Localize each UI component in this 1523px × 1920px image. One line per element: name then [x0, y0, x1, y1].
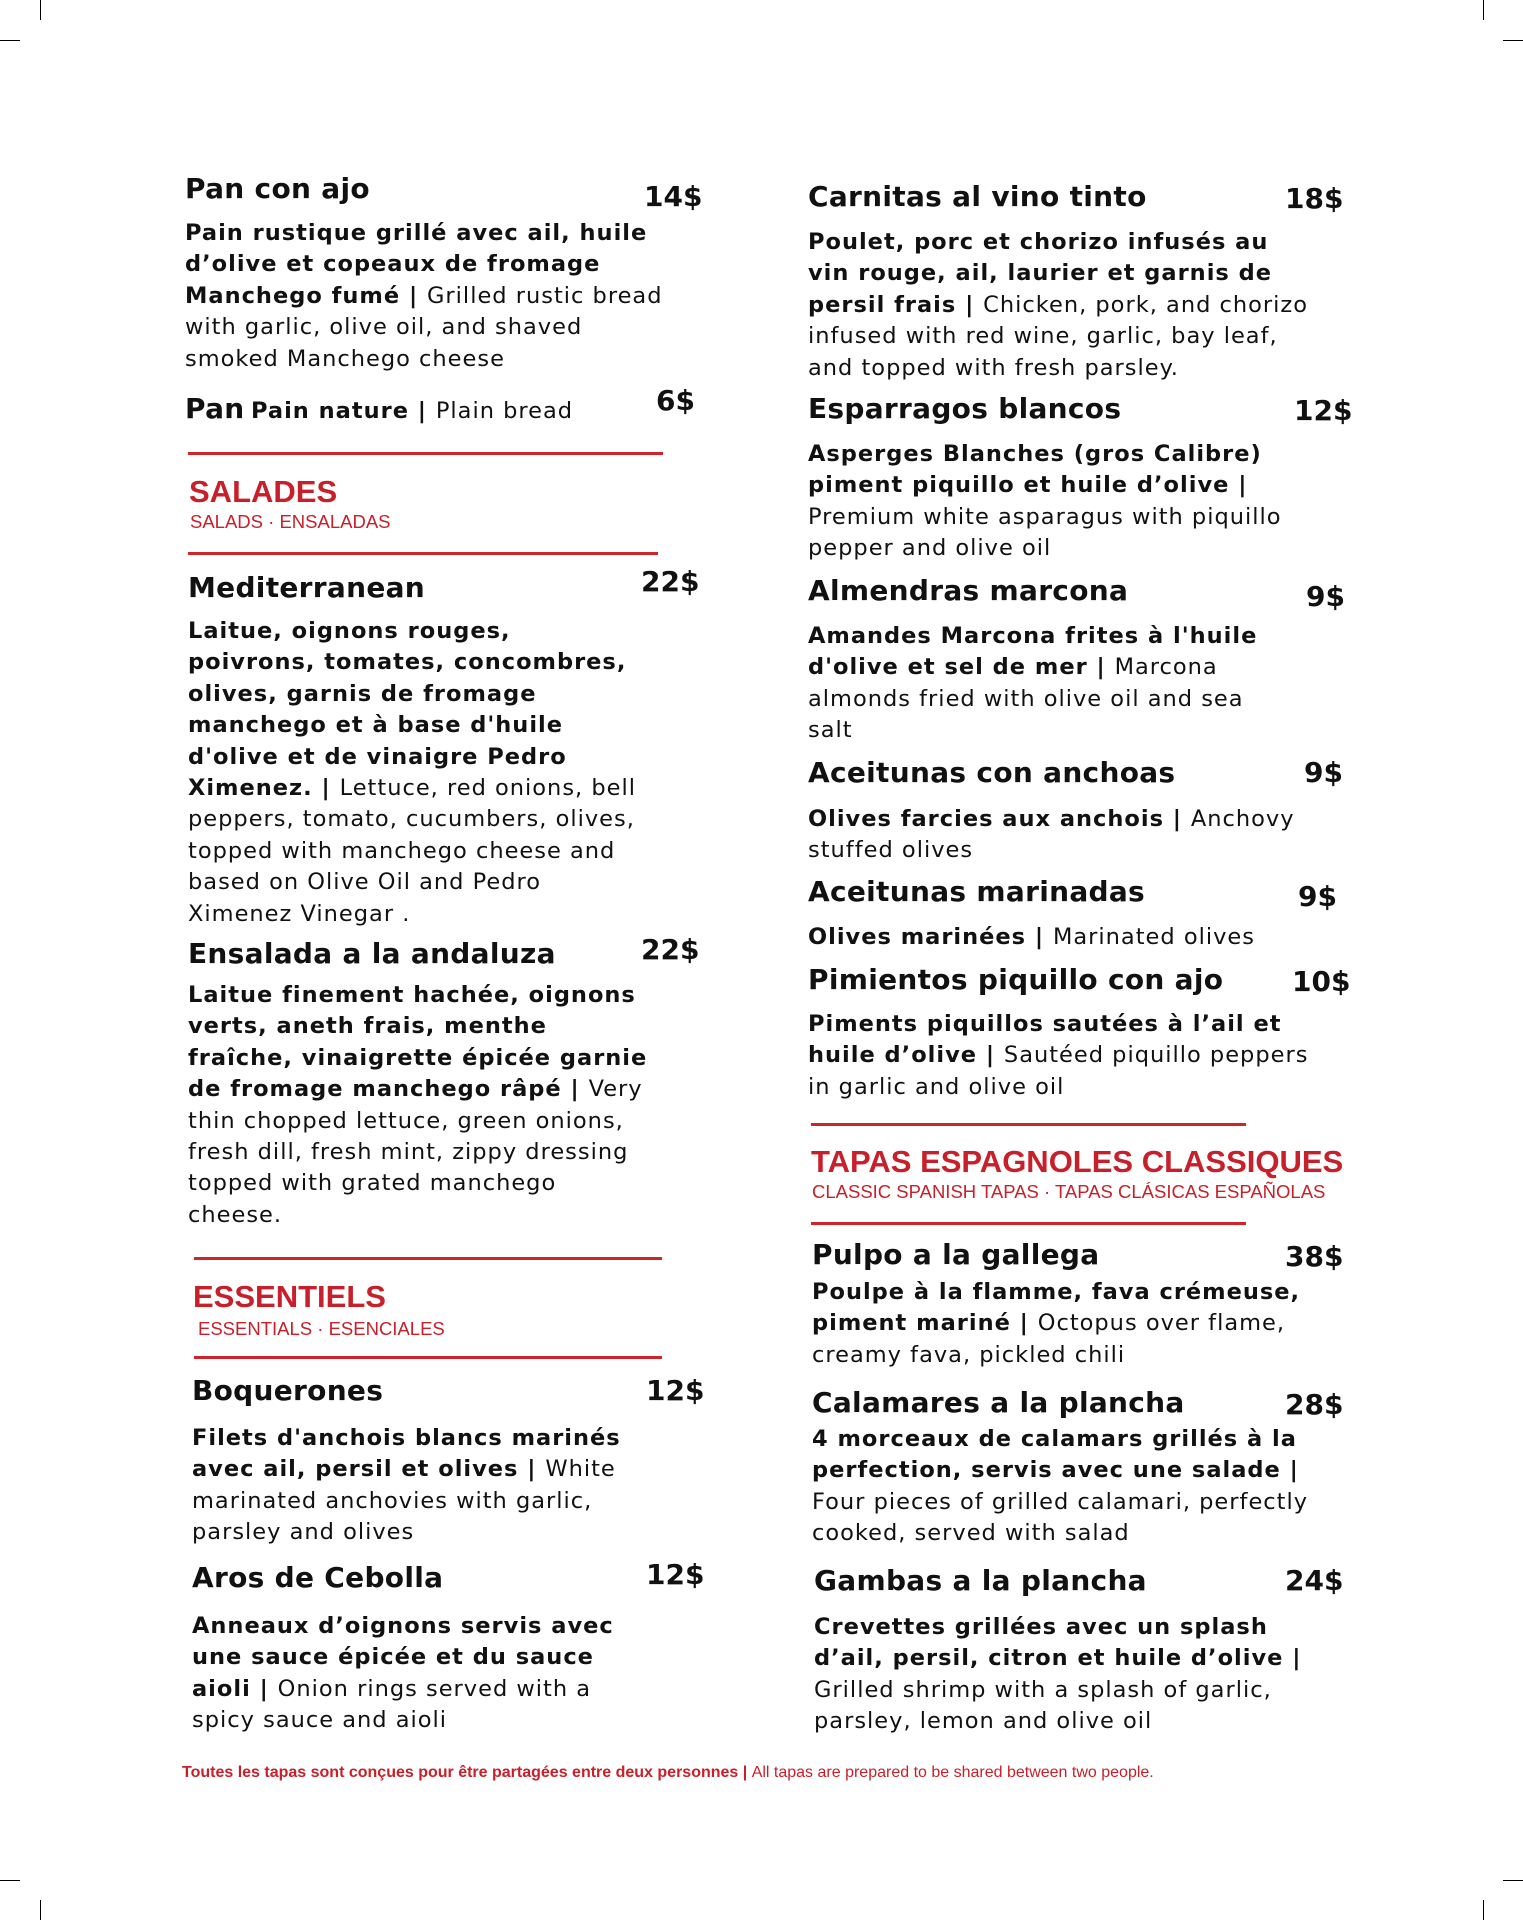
item-price: 14$: [644, 180, 703, 213]
footer-fr: Toutes les tapas sont conçues pour être partagées entre deux personnes |: [182, 1764, 752, 1781]
crop-mark: [1503, 1880, 1523, 1881]
item-description: [251, 396, 651, 427]
section-rule: [811, 1123, 1246, 1126]
description-fr: Anneaux d’oignons servis avec une sauce épicée et du sauce aioli |: [192, 1613, 614, 1702]
item-name: Almendras marcona: [808, 574, 1129, 607]
item-description: [185, 218, 675, 375]
footer-en: All tapas are prepared to be shared between two people.: [751, 1764, 1154, 1781]
section-rule: [194, 1356, 662, 1359]
menu-item-aceitunas-anchoas: [808, 756, 1175, 789]
description-en: Premium white asparagus with piquillo pepper and olive oil: [808, 503, 1282, 562]
description-fr: Filets d'anchois blancs marinés avec ail, persil et olives |: [192, 1425, 621, 1483]
description-fr: Pain nature |: [251, 398, 436, 424]
menu-item-almendras: [808, 574, 1128, 607]
description-fr: Pain rustique grillé avec ail, huile d’olive et copeaux de fromage Manchego fumé |: [185, 220, 648, 309]
item-name: Pan con ajo: [185, 172, 370, 205]
section-title-essentiels: ESSENTIELS: [193, 1279, 386, 1314]
menu-item-ensalada-andaluza: [188, 937, 556, 970]
description-fr: Crevettes grillées avec un splash d’ail, persil, citron et huile d’olive |: [814, 1614, 1302, 1672]
section-subtitle-salades: SALADS · ENSALADAS: [190, 511, 391, 532]
item-name: Pimientos piquillo con ajo: [808, 963, 1224, 996]
item-name: Carnitas al vino tinto: [808, 180, 1147, 213]
section-rule: [188, 452, 663, 455]
description-en: Sautéed piquillo peppers in garlic and olive oil: [808, 1042, 1309, 1100]
item-price: 9$: [1306, 580, 1345, 613]
item-price: 12$: [646, 1374, 705, 1407]
description-en: Chicken, pork, and chorizo infused with red wine, garlic, bay leaf, and topped with fresh parsley.: [808, 291, 1308, 381]
section-subtitle-essentiels: ESSENTIALS · ESENCIALES: [198, 1318, 445, 1339]
item-name: Aros de Cebolla: [192, 1561, 444, 1594]
item-price: 18$: [1285, 182, 1344, 215]
menu-item-boquerones: [192, 1374, 383, 1407]
item-price: 22$: [641, 565, 700, 598]
description-fr: Asperges Blanches (gros Calibre) piment piquillo et huile d’olive |: [808, 441, 1262, 499]
item-description: [192, 1423, 647, 1549]
menu-item-mediterranean: [188, 571, 425, 604]
item-name: Calamares a la plancha: [812, 1386, 1185, 1419]
item-name: Ensalada a la andaluza: [188, 937, 556, 970]
description-en: Marinated olives: [1052, 924, 1255, 950]
crop-mark: [0, 1880, 20, 1881]
description-fr: Amandes Marcona frites à l'huile d'olive et sel de mer |: [808, 623, 1258, 681]
description-en: Grilled shrimp with a splash of garlic, parsley, lemon and olive oil: [814, 1676, 1272, 1735]
item-price: 24$: [1285, 1564, 1344, 1597]
description-en: Plain bread: [435, 398, 574, 424]
section-title-salades: SALADES: [189, 474, 338, 509]
item-description: [188, 980, 648, 1231]
menu-item-aros-de-cebolla: [192, 1561, 443, 1594]
description-en: Marcona almonds fried with olive oil and sea salt: [808, 654, 1244, 744]
item-description: [808, 922, 1368, 953]
description-en: Octopus over flame, creamy fava, pickled chili: [812, 1310, 1286, 1368]
crop-mark: [40, 1900, 41, 1920]
menu-item-pimientos: [808, 963, 1223, 996]
item-name: Boquerones: [192, 1374, 384, 1407]
item-description: [808, 804, 1328, 867]
section-rule: [194, 1257, 662, 1260]
menu-item-pulpo: [812, 1238, 1099, 1271]
menu-item-pan-con-ajo: [185, 172, 370, 205]
section-subtitle-tapas: CLASSIC SPANISH TAPAS · TAPAS CLÁSICAS ESPAÑOLAS: [812, 1181, 1326, 1202]
description-fr: Piments piquillos sautées à l’ail et huile d’olive |: [808, 1011, 1282, 1069]
section-rule: [811, 1222, 1246, 1225]
crop-mark: [1503, 40, 1523, 41]
footer-note: [182, 1764, 1154, 1782]
item-description: [814, 1612, 1319, 1738]
description-en: Four pieces of grilled calamari, perfectly cooked, served with salad: [812, 1488, 1309, 1547]
description-fr: 4 morceaux de calamars grillés à la perfection, servis avec une salade |: [812, 1426, 1299, 1484]
description-fr: Olives marinées |: [808, 924, 1053, 950]
description-fr: Poulpe à la flamme, fava crémeuse, piment mariné |: [812, 1279, 1301, 1337]
item-description: [188, 616, 638, 930]
description-en: Lettuce, red onions, bell peppers, tomato, cucumbers, olives, topped with manchego cheese and based on Olive Oil and Pedro Ximenez Vinegar .: [188, 775, 636, 927]
item-name: Aceitunas con anchoas: [808, 756, 1176, 789]
description-en: White marinated anchovies with garlic, parsley and olives: [192, 1456, 616, 1546]
crop-mark: [1483, 1900, 1484, 1920]
description-en: Onion rings served with a spicy sauce and aioli: [192, 1675, 592, 1734]
item-price: 12$: [646, 1558, 705, 1591]
description-fr: Laitue, oignons rouges, poivrons, tomates, concombres, olives, garnis de fromage manchego et à base d'huile d'olive et de vinaigre Pedro Ximenez. |: [188, 618, 627, 802]
description-en: Grilled rustic bread with garlic, olive oil, and shaved smoked Manchego cheese: [185, 282, 663, 372]
menu-item-gambas: [814, 1564, 1147, 1597]
menu-item-pan: [185, 392, 245, 425]
crop-mark: [40, 0, 41, 20]
menu-item-calamares: [812, 1386, 1185, 1419]
item-description: [192, 1611, 627, 1737]
item-description: [812, 1424, 1317, 1550]
item-description: [808, 439, 1328, 565]
item-price: 9$: [1304, 756, 1343, 789]
item-name: Gambas a la plancha: [814, 1564, 1147, 1597]
item-name: Mediterranean: [188, 571, 426, 604]
item-name: Esparragos blancos: [808, 392, 1122, 425]
item-description: [808, 1009, 1333, 1103]
item-name: Aceitunas marinadas: [808, 875, 1146, 908]
description-fr: Laitue finement hachée, oignons verts, aneth frais, menthe fraîche, vinaigrette épicée garnie de fromage manchego râpé |: [188, 982, 648, 1103]
item-description: [812, 1277, 1317, 1371]
item-price: 28$: [1285, 1388, 1344, 1421]
item-name: Pan: [185, 392, 245, 425]
item-price: 6$: [656, 384, 695, 417]
item-description: [808, 621, 1288, 747]
crop-mark: [0, 40, 20, 41]
item-price: 22$: [641, 933, 700, 966]
item-price: 9$: [1298, 880, 1337, 913]
description-en: Very thin chopped lettuce, green onions, fresh dill, fresh mint, zippy dressing topped with grated manchego cheese.: [188, 1076, 643, 1228]
menu-item-carnitas: [808, 180, 1147, 213]
description-fr: Poulet, porc et chorizo infusés au vin rouge, ail, laurier et garnis de persil frais |: [808, 229, 1273, 318]
menu-item-aceitunas-marinadas: [808, 875, 1145, 908]
menu-item-esparragos: [808, 392, 1121, 425]
item-description: [808, 227, 1318, 384]
item-price: 12$: [1294, 394, 1353, 427]
item-name: Pulpo a la gallega: [812, 1238, 1100, 1271]
item-price: 10$: [1292, 965, 1351, 998]
description-fr: Olives farcies aux anchois |: [808, 806, 1191, 832]
crop-mark: [1483, 0, 1484, 20]
item-price: 38$: [1285, 1240, 1344, 1273]
description-en: Anchovy stuffed olives: [808, 806, 1295, 864]
section-rule: [188, 552, 658, 555]
section-title-tapas: TAPAS ESPAGNOLES CLASSIQUES: [811, 1144, 1344, 1179]
